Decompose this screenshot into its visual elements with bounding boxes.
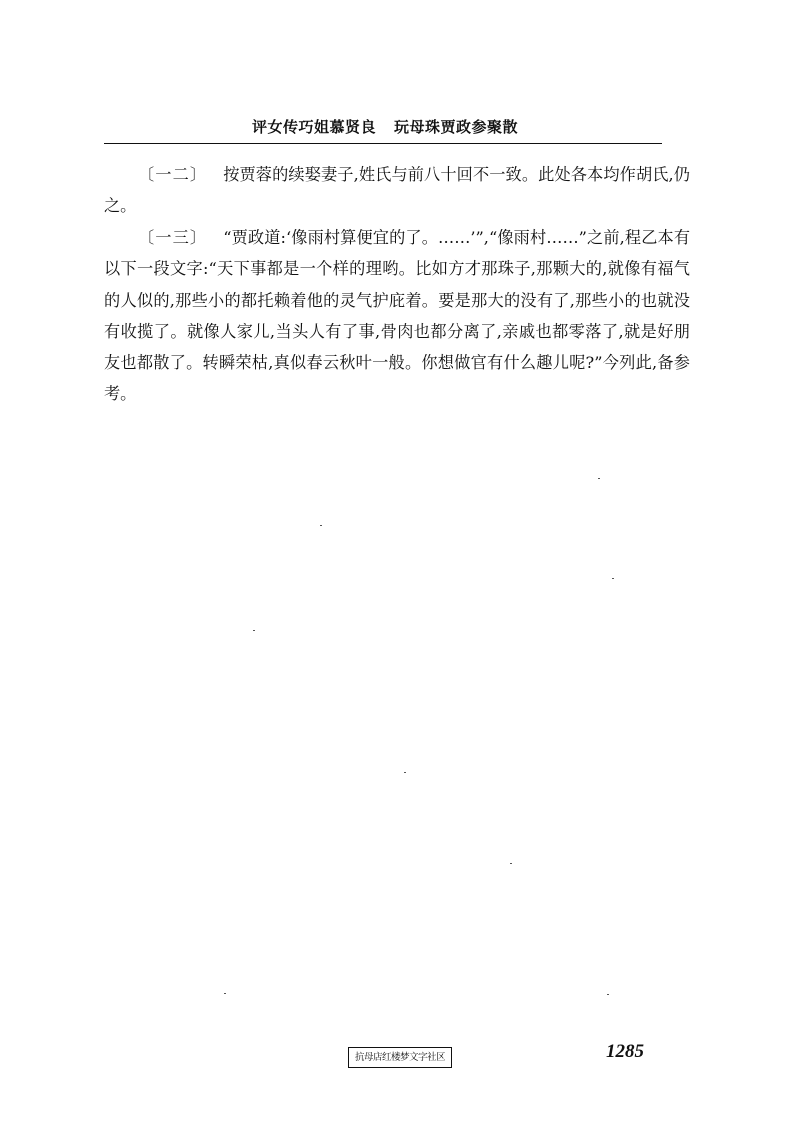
running-header <box>252 116 518 137</box>
note-13-body <box>104 222 690 410</box>
note-13 <box>104 222 690 410</box>
scan-speck <box>607 994 609 995</box>
scan-speck <box>612 578 614 579</box>
page-number: 1285 <box>606 1041 644 1062</box>
scan-speck <box>404 772 406 773</box>
header-rule <box>104 143 662 144</box>
note-12 <box>104 159 690 222</box>
note-13-marker: 〔一三〕 <box>138 228 208 247</box>
scan-speck <box>224 993 226 994</box>
scan-speck <box>253 630 255 631</box>
chapter-title-part1: 评女传巧姐慕贤良 <box>252 118 377 136</box>
scan-speck <box>598 478 600 479</box>
note-12-text: 按贾蓉的续娶妻子,姓氏与前八十回不一致。此处各本均作胡氏,仍之。 <box>104 165 690 216</box>
scan-speck <box>510 863 512 864</box>
community-stamp: 抗母店红楼梦文字社区 <box>348 1047 452 1068</box>
chapter-title-part2: 玩母珠贾政参聚散 <box>394 118 519 136</box>
scan-speck <box>320 525 322 526</box>
note-12-body <box>104 159 690 222</box>
note-12-marker: 〔一二〕 <box>138 165 208 184</box>
note-13-text: “贾政道:‘像雨村算便宜的了。……’”,“像雨村……”之前,程乙本有以下一段文字:“天下事都是一个样的理哟。比如方才那珠子,那颗大的,就像有福气的人似的,那些小的都托赖着他的灵气护庇着。要是那大的没有了,那些小的也就没有收揽了。就像人家儿,当头人有了事,骨肉也都分离了,亲戚也都零落了,就是好朋友也都散了。转瞬荣枯,真似春云秋叶一般。你想做官有什么趣儿呢?”今列此,备参考。 <box>104 228 691 404</box>
